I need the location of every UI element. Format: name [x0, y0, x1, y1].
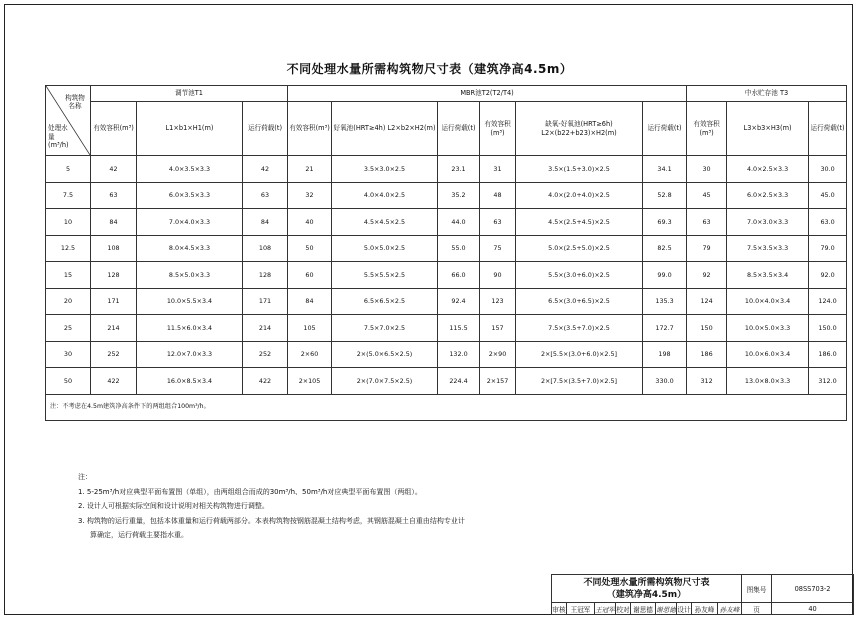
table-cell: 422 [91, 368, 137, 395]
column-header: 好氧池(HRT≥4h) L2×b2×H2(m) [332, 102, 438, 156]
table-cell: 82.5 [643, 235, 687, 262]
table-cell: 108 [243, 235, 288, 262]
table-cell: 84 [91, 209, 137, 236]
table-cell: 108 [91, 235, 137, 262]
table-cell: 422 [243, 368, 288, 395]
table-cell: 214 [243, 315, 288, 342]
table-cell: 48 [480, 182, 516, 209]
table-cell: 4.0×4.0×2.5 [332, 182, 438, 209]
flow-rate-cell: 25 [46, 315, 91, 342]
table-cell: 63 [243, 182, 288, 209]
table-cell: 69.3 [643, 209, 687, 236]
table-cell: 6.0×3.5×3.3 [137, 182, 243, 209]
table-cell: 2×[5.5×(3.0+6.0)×2.5] [516, 341, 643, 368]
table-cell: 84 [243, 209, 288, 236]
table-cell: 99.0 [643, 262, 687, 289]
flow-rate-cell: 7.5 [46, 182, 91, 209]
flow-rate-cell: 20 [46, 288, 91, 315]
page-title: 不同处理水量所需构筑物尺寸表（建筑净高4.5m） [286, 62, 573, 76]
note-item: 1. 5-25m³/h对应典型平面布置图（单组），由两组组合而成的30m³/h、50m³/h对应典型平面布置图（两组）。 [78, 487, 422, 496]
table-cell: 4.0×2.5×3.3 [727, 156, 809, 183]
page-number: 40 [772, 603, 854, 615]
table-row [46, 182, 847, 209]
title-block-title-line2: （建筑净高4.5m） [606, 589, 687, 600]
column-header: 缺氧-好氧池(HRT≥6h) L2×(b22+b23)×H2(m) [516, 102, 643, 156]
table-cell: 4.5×4.5×2.5 [332, 209, 438, 236]
table-cell: 8.5×3.5×3.4 [727, 262, 809, 289]
note-item: 3. 构筑物的运行重量，包括本体重量和运行荷载两部分。本表构筑物按钢筋混凝土结构考虑，其钢筋混凝土自重由结构专业计 [78, 516, 465, 525]
table-cell: 30.0 [809, 156, 847, 183]
corner-top-label: 构筑物名称 [65, 94, 85, 111]
table-row [46, 156, 847, 183]
table-cell: 75 [480, 235, 516, 262]
table-cell: 8.0×4.5×3.3 [137, 235, 243, 262]
table-cell: 105 [288, 315, 332, 342]
table-row [46, 368, 847, 395]
table-cell: 2×(5.0×6.5×2.5) [332, 341, 438, 368]
table-cell: 4.0×3.5×3.3 [137, 156, 243, 183]
table-cell: 92.0 [809, 262, 847, 289]
table-cell: 8.5×5.0×3.3 [137, 262, 243, 289]
table-cell: 6.5×(3.0+6.5)×2.5 [516, 288, 643, 315]
table-cell: 4.0×(2.0+4.0)×2.5 [516, 182, 643, 209]
table-row [46, 262, 847, 289]
flow-rate-cell: 30 [46, 341, 91, 368]
table-cell: 186.0 [809, 341, 847, 368]
atlas-label: 图集号 [742, 575, 772, 603]
table-cell: 12.0×7.0×3.3 [137, 341, 243, 368]
column-header: 有效容积(m³) [91, 102, 137, 156]
table-row [46, 315, 847, 342]
table-cell: 7.5×7.0×2.5 [332, 315, 438, 342]
table-cell: 63 [91, 182, 137, 209]
table-cell: 124 [687, 288, 727, 315]
note-item: 2. 设计人可根据实际空间和设计说明对相关构筑物进行调整。 [78, 502, 269, 510]
table-cell: 312.0 [809, 368, 847, 395]
table-cell: 32 [288, 182, 332, 209]
column-header: L3×b3×H3(m) [727, 102, 809, 156]
corner-header [46, 86, 91, 156]
flow-rate-cell: 5 [46, 156, 91, 183]
table-cell: 5.0×(2.5+5.0)×2.5 [516, 235, 643, 262]
table-cell: 132.0 [438, 341, 480, 368]
table-cell: 2×(7.0×7.5×2.5) [332, 368, 438, 395]
table-cell: 60 [288, 262, 332, 289]
table-cell: 35.2 [438, 182, 480, 209]
table-cell: 5.0×5.0×2.5 [332, 235, 438, 262]
table-cell: 10.0×5.5×3.4 [137, 288, 243, 315]
table-cell: 150.0 [809, 315, 847, 342]
table-cell: 21 [288, 156, 332, 183]
column-header: 运行荷载(t) [243, 102, 288, 156]
table-cell: 79.0 [809, 235, 847, 262]
title-block-title-line1: 不同处理水量所需构筑物尺寸表 [583, 577, 710, 588]
check-label: 校对 [616, 603, 631, 615]
table-cell: 171 [243, 288, 288, 315]
table-cell: 10.0×5.0×3.3 [727, 315, 809, 342]
table-cell: 7.0×3.0×3.3 [727, 209, 809, 236]
table-cell: 3.5×3.0×2.5 [332, 156, 438, 183]
table-cell: 40 [288, 209, 332, 236]
table-cell: 84 [288, 288, 332, 315]
table-cell: 52.8 [643, 182, 687, 209]
table-row [46, 341, 847, 368]
column-header: 有效容积(m³) [687, 102, 727, 156]
group-header-mbr: MBR池T2(T2/T4) [288, 86, 687, 102]
table-cell: 5.5×(3.0+6.0)×2.5 [516, 262, 643, 289]
checker-name: 谢思德 [631, 603, 656, 615]
table-cell: 7.0×4.0×3.3 [137, 209, 243, 236]
table-cell: 90 [480, 262, 516, 289]
column-header: 有效容积(m³) [480, 102, 516, 156]
column-header: 有效容积(m³) [288, 102, 332, 156]
designer-name: 孙友峰 [692, 603, 718, 615]
page-label: 页 [742, 603, 772, 615]
table-cell: 11.5×6.0×3.4 [137, 315, 243, 342]
table-cell: 2×90 [480, 341, 516, 368]
table-cell: 31 [480, 156, 516, 183]
table-cell: 115.5 [438, 315, 480, 342]
column-header: 运行荷载(t) [643, 102, 687, 156]
table-cell: 34.1 [643, 156, 687, 183]
table-cell: 50 [288, 235, 332, 262]
table-cell: 252 [243, 341, 288, 368]
table-cell: 172.7 [643, 315, 687, 342]
table-row [46, 235, 847, 262]
table-cell: 3.5×(1.5+3.0)×2.5 [516, 156, 643, 183]
title-block [551, 574, 854, 615]
group-header-t3: 中水贮存池 T3 [687, 86, 847, 102]
flow-rate-cell: 15 [46, 262, 91, 289]
table-cell: 10.0×6.0×3.4 [727, 341, 809, 368]
table-cell: 4.5×(2.5+4.5)×2.5 [516, 209, 643, 236]
table-cell: 23.1 [438, 156, 480, 183]
dimension-table [45, 85, 847, 421]
table-row [46, 209, 847, 236]
design-label: 设计 [677, 603, 692, 615]
table-cell: 63.0 [809, 209, 847, 236]
table-cell: 63 [480, 209, 516, 236]
table-cell: 42 [91, 156, 137, 183]
table-cell: 10.0×4.0×3.4 [727, 288, 809, 315]
table-cell: 55.0 [438, 235, 480, 262]
column-header: L1×b1×H1(m) [137, 102, 243, 156]
table-cell: 252 [91, 341, 137, 368]
atlas-number: 08SS703-2 [772, 575, 854, 603]
table-cell: 45.0 [809, 182, 847, 209]
table-cell: 7.5×3.5×3.3 [727, 235, 809, 262]
checker-signature: 谢思德 [656, 603, 677, 615]
table-cell: 2×105 [288, 368, 332, 395]
reviewer-signature: 王冠军 [595, 603, 616, 615]
designer-signature: 孙友峰 [718, 603, 742, 615]
table-cell: 2×60 [288, 341, 332, 368]
table-cell: 6.5×6.5×2.5 [332, 288, 438, 315]
table-cell: 2×157 [480, 368, 516, 395]
table-row [46, 288, 847, 315]
table-cell: 44.0 [438, 209, 480, 236]
table-cell: 157 [480, 315, 516, 342]
review-label: 审核 [552, 603, 567, 615]
table-cell: 171 [91, 288, 137, 315]
table-cell: 312 [687, 368, 727, 395]
table-cell: 128 [243, 262, 288, 289]
table-cell: 42 [243, 156, 288, 183]
column-header: 运行荷载(t) [809, 102, 847, 156]
flow-rate-cell: 12.5 [46, 235, 91, 262]
table-cell: 66.0 [438, 262, 480, 289]
table-footnote: 注：不考虑在4.5m建筑净高条件下的两组组合100m³/h。 [46, 394, 847, 420]
table-cell: 7.5×(3.5+7.0)×2.5 [516, 315, 643, 342]
table-cell: 124.0 [809, 288, 847, 315]
table-cell: 123 [480, 288, 516, 315]
table-cell: 2×[7.5×(3.5+7.0)×2.5] [516, 368, 643, 395]
table-cell: 224.4 [438, 368, 480, 395]
table-cell: 16.0×8.5×3.4 [137, 368, 243, 395]
group-header-t1: 调节池T1 [91, 86, 288, 102]
flow-rate-cell: 10 [46, 209, 91, 236]
table-cell: 45 [687, 182, 727, 209]
reviewer-name: 王冠军 [567, 603, 595, 615]
title-block-title [552, 575, 742, 603]
column-header: 运行荷载(t) [438, 102, 480, 156]
note-item: 算确定，运行荷载主要指水重。 [90, 531, 188, 539]
table-cell: 214 [91, 315, 137, 342]
table-cell: 5.5×5.5×2.5 [332, 262, 438, 289]
table-cell: 79 [687, 235, 727, 262]
flow-rate-cell: 50 [46, 368, 91, 395]
table-cell: 92.4 [438, 288, 480, 315]
table-cell: 13.0×8.0×3.3 [727, 368, 809, 395]
notes-block [78, 470, 465, 543]
table-cell: 150 [687, 315, 727, 342]
table-cell: 128 [91, 262, 137, 289]
corner-bottom-label: 处理水量(m³/h) [48, 124, 69, 149]
table-cell: 330.0 [643, 368, 687, 395]
table-cell: 198 [643, 341, 687, 368]
table-cell: 135.3 [643, 288, 687, 315]
table-cell: 186 [687, 341, 727, 368]
table-cell: 6.0×2.5×3.3 [727, 182, 809, 209]
table-cell: 63 [687, 209, 727, 236]
table-cell: 30 [687, 156, 727, 183]
notes-heading: 注： [78, 473, 92, 481]
table-cell: 92 [687, 262, 727, 289]
